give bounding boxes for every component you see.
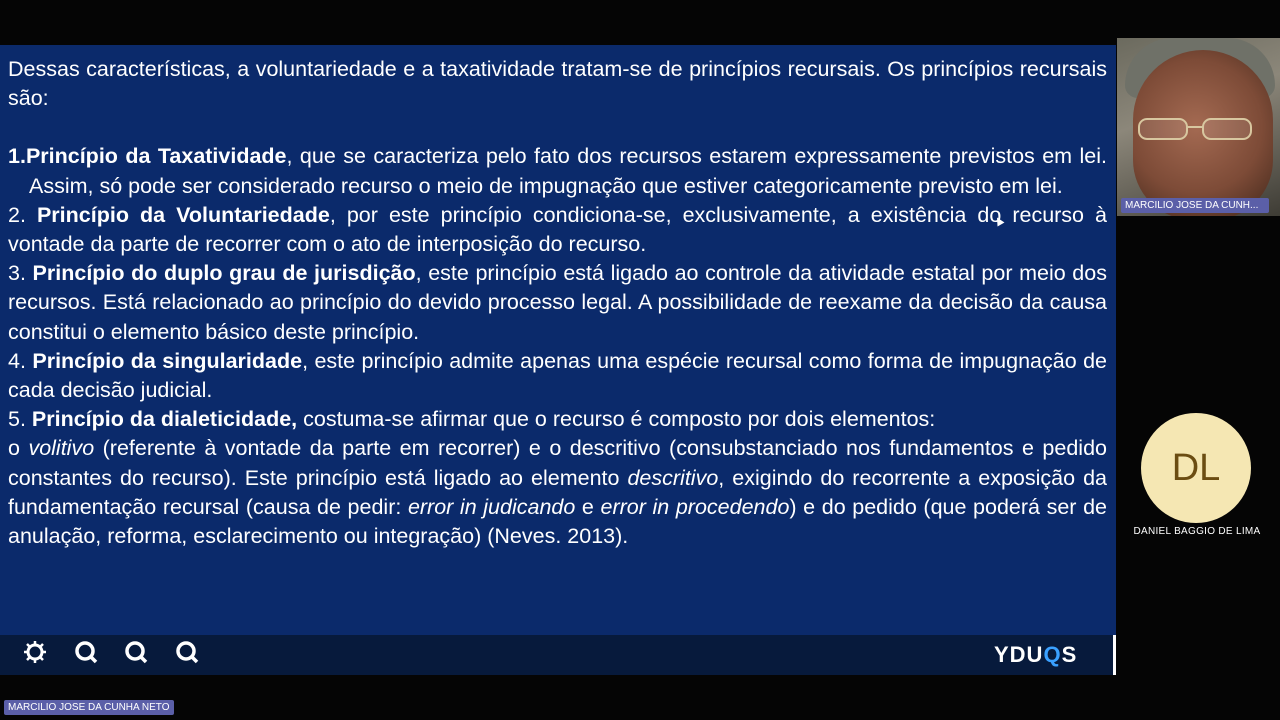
list-number: 3.	[8, 261, 33, 286]
list-item-4	[8, 347, 1107, 405]
self-name-tag: MARCILIO JOSE DA CUNHA NETO	[4, 700, 174, 715]
principle-text: costuma-se afirmar que o recurso é composto por dois elementos:	[297, 407, 936, 432]
emphasis-descritivo: descritivo	[627, 465, 719, 490]
brand-logo	[994, 641, 1077, 669]
brand-text: YDU	[994, 642, 1044, 667]
principle-text: , este princípio admite apenas uma espécie recursal como forma de impugnação de cada decisão judicial.	[8, 348, 1107, 403]
avatar-name: DANIEL BAGGIO DE LIMA	[1133, 526, 1261, 537]
list-item-1	[8, 142, 1107, 200]
avatar[interactable]: DL	[1141, 413, 1251, 523]
text-fragment: e	[575, 494, 601, 519]
principle-title: Princípio da singularidade	[32, 348, 303, 373]
emphasis-error-judicando: error in judicando	[407, 494, 576, 519]
list-number: 2.	[8, 202, 37, 227]
settings-icon[interactable]	[22, 639, 48, 665]
list-item-5-continued	[8, 434, 1107, 551]
slide-intro: Dessas características, a voluntariedade e a taxatividade tratam-se de princípios recursais. Os princípios recursais são:	[8, 57, 1107, 111]
text-fragment: (referente à vontade da parte em recorrer) e o descritivo (consubstanciado nos fundamentos e pedido constantes do recurso). Este princípio está ligado ao elemento	[8, 436, 1107, 490]
text-fragment: , exigindo do recorrente a exposição da fundamentação recursal (causa de pedir:	[8, 465, 1107, 519]
list-item-3	[8, 259, 1107, 347]
list-number: 5.	[8, 407, 32, 432]
list-number: 1.	[8, 144, 26, 169]
glasses-graphic	[1135, 116, 1255, 142]
principle-text: , que se caracteriza pelo fato dos recursos estarem expressamente previstos em lei. Assim, só pode ser considerado recurso o meio de impugnação que estiver categoricamente previsto em lei.	[29, 144, 1107, 198]
participant-name-tag: MARCILIO JOSE DA CUNH...	[1121, 198, 1269, 213]
emphasis-volitivo: volitivo	[28, 436, 95, 461]
list-item-2	[8, 201, 1107, 259]
search-icon[interactable]	[73, 639, 99, 665]
principle-title: Princípio da Taxatividade	[25, 144, 287, 169]
principle-title: Princípio da Voluntariedade	[36, 202, 330, 227]
participant-video[interactable]	[1117, 38, 1280, 216]
brand-q: Q	[1043, 642, 1062, 667]
search-icon[interactable]	[123, 639, 149, 665]
slide-text	[8, 55, 1107, 551]
principle-title: Princípio do duplo grau de jurisdição	[32, 261, 416, 286]
emphasis-error-procedendo: error in procedendo	[600, 494, 790, 519]
list-item-5	[8, 405, 1107, 434]
slide-footer	[0, 635, 1116, 675]
brand-text-end: S	[1061, 642, 1078, 667]
principle-text: , este princípio está ligado ao controle da atividade estatal por meio dos recursos. Está relacionado ao princípio do devido processo legal. A possibilidade de reexame da decisão da causa constitui o elemento básico deste princípio.	[8, 261, 1107, 344]
presentation-slide	[0, 45, 1116, 635]
text-fragment: ) e do pedido (que poderá ser de anulação, reforma, esclarecimento ou integração) (Neves. 2013).	[8, 494, 1107, 549]
principle-title: Princípio da dialeticidade,	[31, 407, 298, 432]
divider	[1113, 635, 1116, 675]
list-number: 4.	[8, 348, 33, 373]
principle-text: , por este princípio condiciona-se, exclusivamente, a existência do recurso à vontade da parte de recorrer com o ato de interposição do recurso.	[8, 202, 1108, 257]
text-fragment: o	[8, 436, 29, 461]
search-icon[interactable]	[174, 639, 200, 665]
